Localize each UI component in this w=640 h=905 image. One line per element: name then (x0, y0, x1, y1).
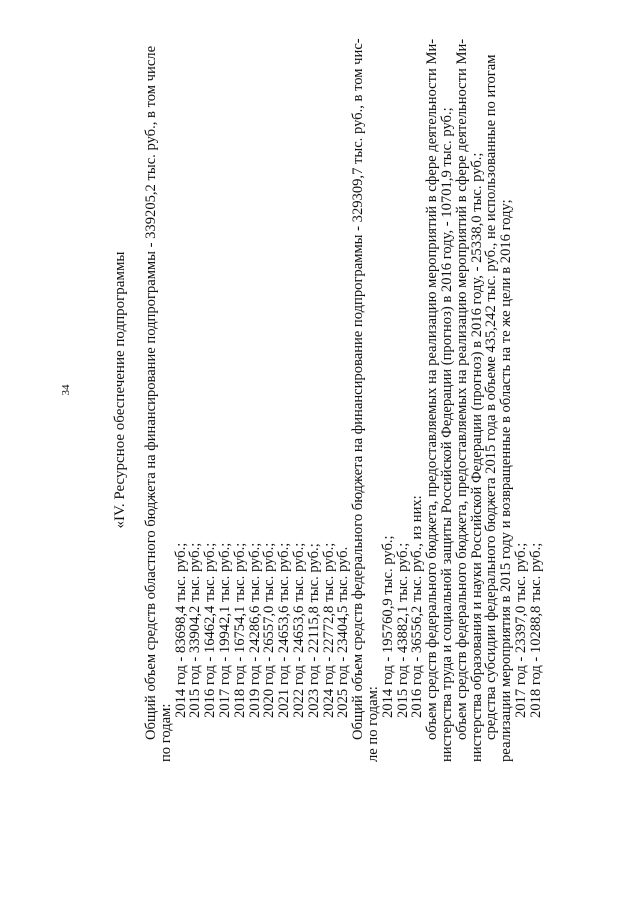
text-line: 2018 год - 16754,1 тыс. руб.; (231, 542, 248, 718)
text-line: 2020 год - 26557,0 тыс. руб.; (261, 542, 278, 718)
text-line: 2024 год - 22772,8 тыс. руб.; (320, 542, 337, 718)
text-line: 2014 год - 83698,4 тыс. руб.; (172, 542, 189, 718)
text-line: Общий объем средств областного бюджета на финансирование подпрограммы - 339205,2 тыс. руб., в том числе (143, 45, 159, 740)
text-line: 2017 год - 23397,0 тыс. руб.; (512, 542, 529, 718)
text-line: 2016 год - 36556,2 тыс. руб., из них: (409, 495, 426, 718)
text-line: нистерства образования и науки Российской Федерации (прогноз) в 2016 году, - 25338,0 тыс. руб.; (468, 152, 485, 762)
text-line: 2018 год - 10288,8 тыс. руб.; (527, 542, 544, 718)
text-line: 2015 год - 33904,2 тыс. руб.; (187, 542, 204, 718)
text-line: по годам: (157, 703, 174, 762)
text-line: 2025 год - 23404,5 тыс. руб. (335, 546, 352, 718)
text-line: 2015 год - 43882,1 тыс. руб.; (394, 542, 411, 718)
text-line: 2014 год - 195760,9 тыс. руб.; (379, 535, 396, 718)
text-line: реализации мероприятия в 2015 году и возвращенные в область на те же цели в 2016 году; (498, 199, 515, 762)
section-heading: «IV. Ресурсное обеспечение подпрограммы (112, 251, 128, 529)
text-line: объем средств федерального бюджета, предоставляемых на реализацию мероприятий в сфере деятельности Ми- (453, 38, 470, 740)
text-line: 2023 год - 22115,8 тыс. руб.; (305, 543, 322, 718)
text-line: Общий объем средств федерального бюджета на финансирование подпрограммы - 329309,7 тыс. руб., в том чис- (350, 38, 367, 740)
rotated-text-block (60, 0, 580, 790)
page-number: 34 (60, 384, 72, 396)
text-line: ле по годам: (364, 686, 381, 762)
text-line: средства субсидии федерального бюджета 2015 года в объеме 435,242 тыс. руб., не использованные по итогам (483, 54, 500, 740)
text-line: 2016 год - 16462,4 тыс. руб.; (202, 542, 219, 718)
body-text (143, 38, 544, 762)
text-line: объем средств федерального бюджета, предоставляемых на реализацию мероприятий в сфере деятельности Ми- (424, 38, 441, 740)
text-line: 2021 год - 24653,6 тыс. руб.; (276, 542, 293, 718)
text-line: 2019 год - 24286,6 тыс. руб.; (246, 542, 263, 718)
text-line: 2022 год - 24653,6 тыс. руб.; (290, 542, 307, 718)
text-line: 2017 год - 19942,1 тыс. руб.; (216, 542, 233, 718)
text-line: нистерства труда и социальной защиты Российской Федерации (прогноз) в 2016 году, - 10701,9 тыс. руб.; (438, 107, 455, 762)
